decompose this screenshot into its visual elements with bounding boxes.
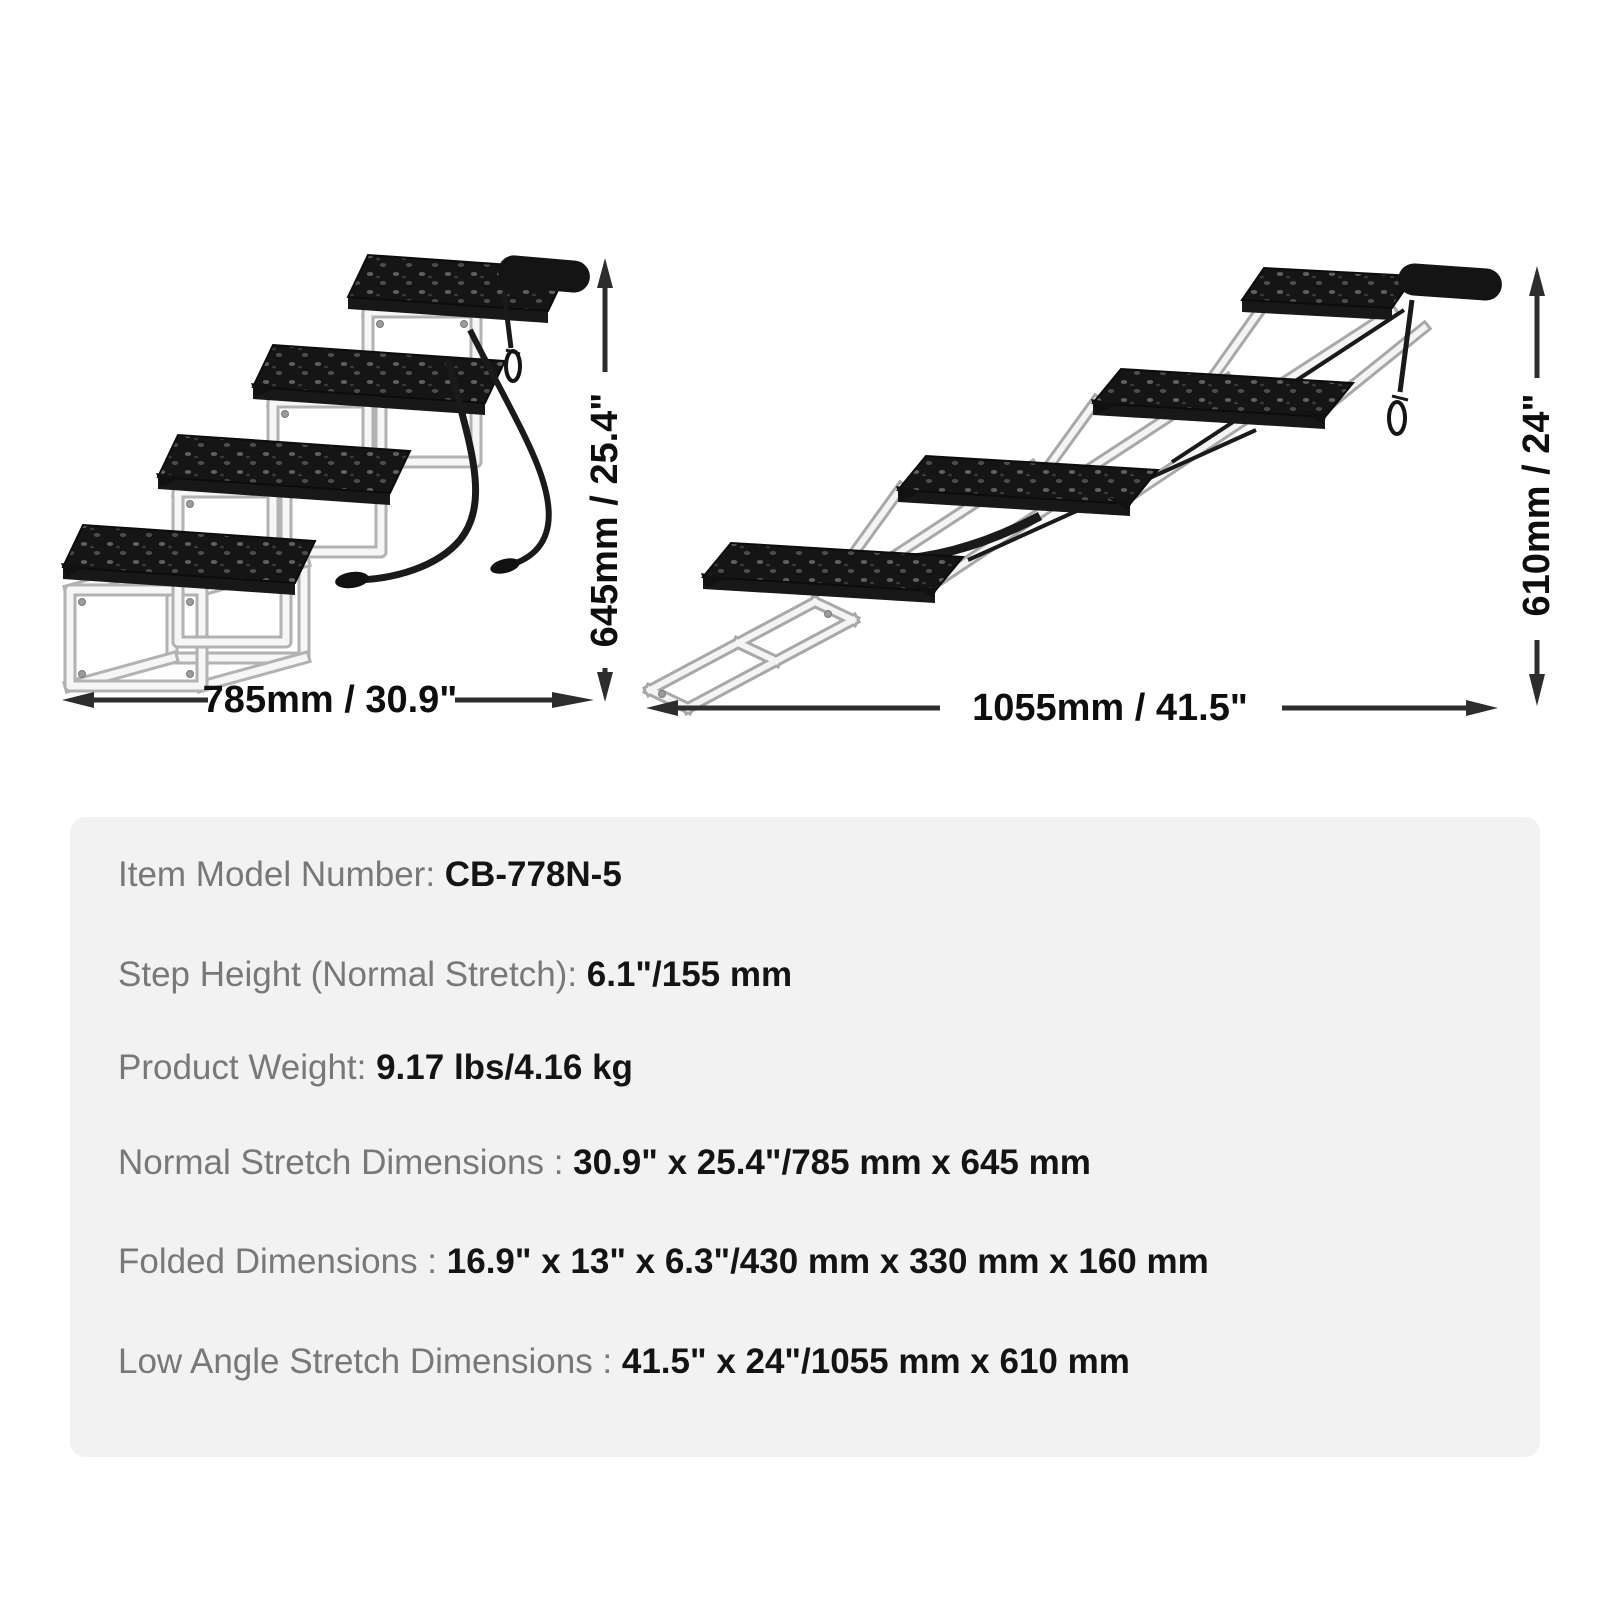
height-dimension-label-low-angle: 610mm / 24" [1516, 393, 1558, 617]
spec-row-weight [118, 1048, 633, 1088]
step-treads [701, 268, 1414, 603]
spec-value: 6.1"/155 mm [586, 955, 793, 994]
stringer-rails [833, 302, 1424, 589]
spec-row-normal-stretch [118, 1143, 1091, 1183]
spec-label: Item Model Number: [118, 855, 445, 894]
height-dimension-low-angle [1516, 266, 1558, 706]
spec-label: Folded Dimensions : [118, 1242, 447, 1281]
width-dimension-label-low-angle: 1055mm / 41.5" [972, 687, 1248, 729]
spec-value: 30.9" x 25.4"/785 mm x 645 mm [573, 1143, 1091, 1182]
spec-row-step-height [118, 955, 792, 995]
width-dimension-label-normal: 785mm / 30.9" [202, 679, 458, 721]
width-dimension-low-angle [646, 687, 1498, 729]
spec-value: 41.5" x 24"/1055 mm x 610 mm [621, 1342, 1130, 1381]
spec-label: Normal Stretch Dimensions : [118, 1143, 574, 1182]
spec-label: Product Weight: [118, 1048, 377, 1087]
handle-grip [1397, 262, 1503, 301]
low-angle-stretch-diagram [646, 262, 1558, 729]
normal-stretch-diagram [61, 254, 626, 721]
spec-row-folded [118, 1242, 1209, 1282]
spec-value: 9.17 lbs/4.16 kg [376, 1048, 633, 1087]
spec-value: CB-778N-5 [444, 855, 622, 894]
carabiner-clip [1389, 300, 1412, 434]
diagram-area [0, 0, 1600, 790]
spec-row-low-angle [118, 1342, 1130, 1382]
entry-ramp-frame [650, 602, 853, 708]
spec-label: Low Angle Stretch Dimensions : [118, 1342, 622, 1381]
height-dimension-normal [584, 258, 626, 702]
step-treads [61, 255, 568, 595]
spec-value: 16.9" x 13" x 6.3"/430 mm x 330 mm x 160 mm [446, 1242, 1209, 1281]
height-dimension-label-normal: 645mm / 25.4" [584, 392, 626, 648]
spec-panel [70, 817, 1540, 1457]
spec-label: Step Height (Normal Stretch): [118, 955, 587, 994]
spec-row-model [118, 855, 622, 895]
